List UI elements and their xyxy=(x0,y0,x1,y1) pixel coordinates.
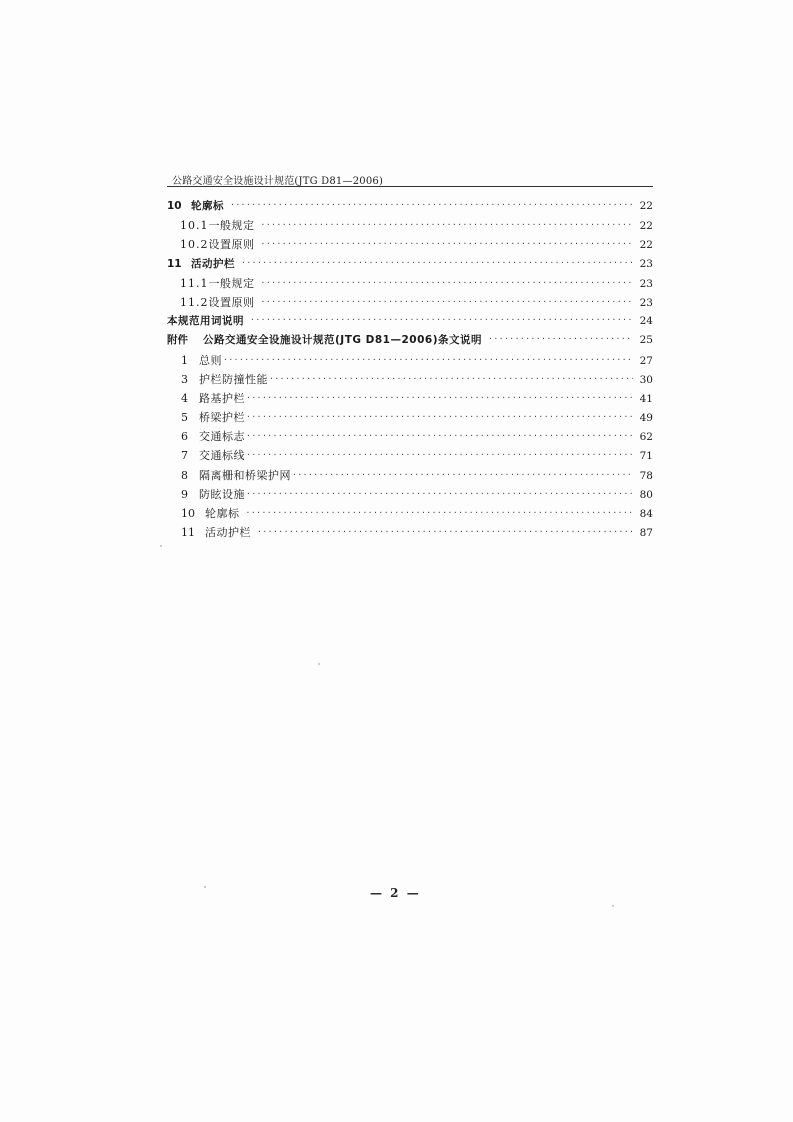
dot-leader xyxy=(246,445,633,464)
table-of-contents xyxy=(167,197,653,542)
toc-entry-title: 交通标志 xyxy=(199,430,245,444)
toc-entry-title: 一般规定 xyxy=(208,276,255,290)
page-number: — 2 — xyxy=(370,886,421,900)
toc-entry-page: 22 xyxy=(639,220,653,233)
dot-leader xyxy=(292,465,633,484)
toc-entry-page: 62 xyxy=(639,431,653,444)
toc-entry-number: 10.2 xyxy=(180,238,209,252)
toc-entry-page: 78 xyxy=(639,469,653,482)
toc-entry-page: 41 xyxy=(639,392,653,405)
toc-entry-number: 11 xyxy=(167,257,182,270)
toc-entry-page: 23 xyxy=(639,277,653,290)
toc-entry-number: 4 xyxy=(181,391,188,405)
dot-leader xyxy=(261,234,634,253)
toc-entry-number: 1 xyxy=(181,353,188,367)
dot-leader xyxy=(488,329,633,348)
toc-entry-appendix-1[interactable] xyxy=(167,351,653,370)
scan-speck xyxy=(204,886,206,888)
toc-entry-title: 设置原则 xyxy=(208,295,255,309)
toc-entry-section-11-1[interactable] xyxy=(167,274,653,293)
toc-entry-title: 轮廓标 xyxy=(191,200,224,212)
dot-leader xyxy=(246,426,633,445)
toc-entry-page: 23 xyxy=(639,296,653,309)
dot-leader xyxy=(250,310,633,329)
scan-speck xyxy=(160,545,162,547)
toc-entry-title: 本规范用词说明 xyxy=(167,315,244,328)
toc-entry-number: 3 xyxy=(181,372,188,386)
toc-entry-title: 护栏防撞性能 xyxy=(199,372,268,386)
toc-entry-page: 23 xyxy=(639,257,653,270)
toc-entry-title: 活动护栏 xyxy=(191,257,235,270)
toc-entry-number: 11 xyxy=(181,526,195,540)
toc-entry-page: 49 xyxy=(639,412,653,425)
toc-entry-page: 84 xyxy=(639,508,653,520)
toc-entry-appendix-9[interactable] xyxy=(167,485,653,504)
toc-entry-appendix-6[interactable] xyxy=(167,427,653,446)
toc-entry-number: 11.1 xyxy=(180,276,209,290)
toc-entry-chapter-11[interactable] xyxy=(167,255,653,274)
dot-leader xyxy=(246,484,633,503)
toc-entry-appendix-11[interactable] xyxy=(167,523,653,542)
toc-entry-page: 87 xyxy=(639,527,653,540)
scan-speck xyxy=(612,905,614,907)
toc-entry-title: 设置原则 xyxy=(208,238,255,252)
toc-entry-number: 10.1 xyxy=(180,219,209,233)
dot-leader xyxy=(246,503,634,522)
toc-entry-number: 6 xyxy=(181,430,188,444)
toc-entry-title: 一般规定 xyxy=(208,219,255,233)
dot-leader xyxy=(257,522,633,541)
toc-entry-title: 活动护栏 xyxy=(205,526,251,540)
header-rule xyxy=(167,186,653,187)
dot-leader xyxy=(246,407,633,426)
toc-entry-page: 22 xyxy=(639,200,653,212)
running-header: 公路交通安全设施设计规范(JTG D81—2006) xyxy=(172,176,384,187)
toc-entry-number: 9 xyxy=(181,487,188,501)
toc-entry-title: 公路交通安全设施设计规范(JTG D81—2006)条文说明 xyxy=(203,334,482,347)
toc-entry-appendix-7[interactable] xyxy=(167,446,653,465)
toc-entry-page: 24 xyxy=(639,315,653,328)
toc-entry-title: 路基护栏 xyxy=(199,391,245,405)
toc-entry-page: 27 xyxy=(639,354,653,367)
toc-entry-number: 11.2 xyxy=(180,295,209,309)
dot-leader xyxy=(246,388,633,407)
toc-entry-appendix-10[interactable] xyxy=(167,504,653,523)
dot-leader xyxy=(261,292,634,311)
dot-leader xyxy=(261,273,634,292)
dot-leader xyxy=(269,369,633,388)
scan-speck xyxy=(318,663,320,665)
toc-entry-page: 30 xyxy=(639,373,653,386)
toc-entry-title: 桥梁护栏 xyxy=(199,411,245,425)
dot-leader xyxy=(230,195,633,214)
toc-entry-number: 10 xyxy=(167,200,182,212)
toc-entry-appendix-4[interactable] xyxy=(167,389,653,408)
toc-entry-title: 防眩设施 xyxy=(199,487,245,501)
toc-entry-page: 71 xyxy=(639,450,653,463)
toc-entry-appendix-8[interactable] xyxy=(167,466,653,485)
toc-entry-title: 交通标线 xyxy=(199,449,245,463)
toc-entry-appendix-5[interactable] xyxy=(167,408,653,427)
toc-entry-number: 附件 xyxy=(167,334,188,347)
dot-leader xyxy=(261,215,634,234)
toc-entry-number: 5 xyxy=(181,411,188,425)
toc-entry-appendix[interactable] xyxy=(167,331,653,350)
toc-entry-title: 总则 xyxy=(199,353,222,367)
dot-leader xyxy=(223,350,633,369)
toc-entry-section-10-1[interactable] xyxy=(167,216,653,235)
toc-entry-chapter-10[interactable] xyxy=(167,197,653,216)
dot-leader xyxy=(241,253,633,272)
toc-entry-title: 轮廓标 xyxy=(205,507,240,520)
toc-entry-title: 隔离栅和桥梁护网 xyxy=(199,468,291,482)
toc-entry-appendix-3[interactable] xyxy=(167,370,653,389)
toc-entry-page: 80 xyxy=(639,488,653,501)
toc-entry-number: 8 xyxy=(181,468,188,482)
toc-entry-number: 10 xyxy=(181,507,195,520)
toc-entry-number: 7 xyxy=(181,449,188,463)
toc-entry-page: 22 xyxy=(639,239,653,252)
toc-entry-page: 25 xyxy=(639,334,653,347)
